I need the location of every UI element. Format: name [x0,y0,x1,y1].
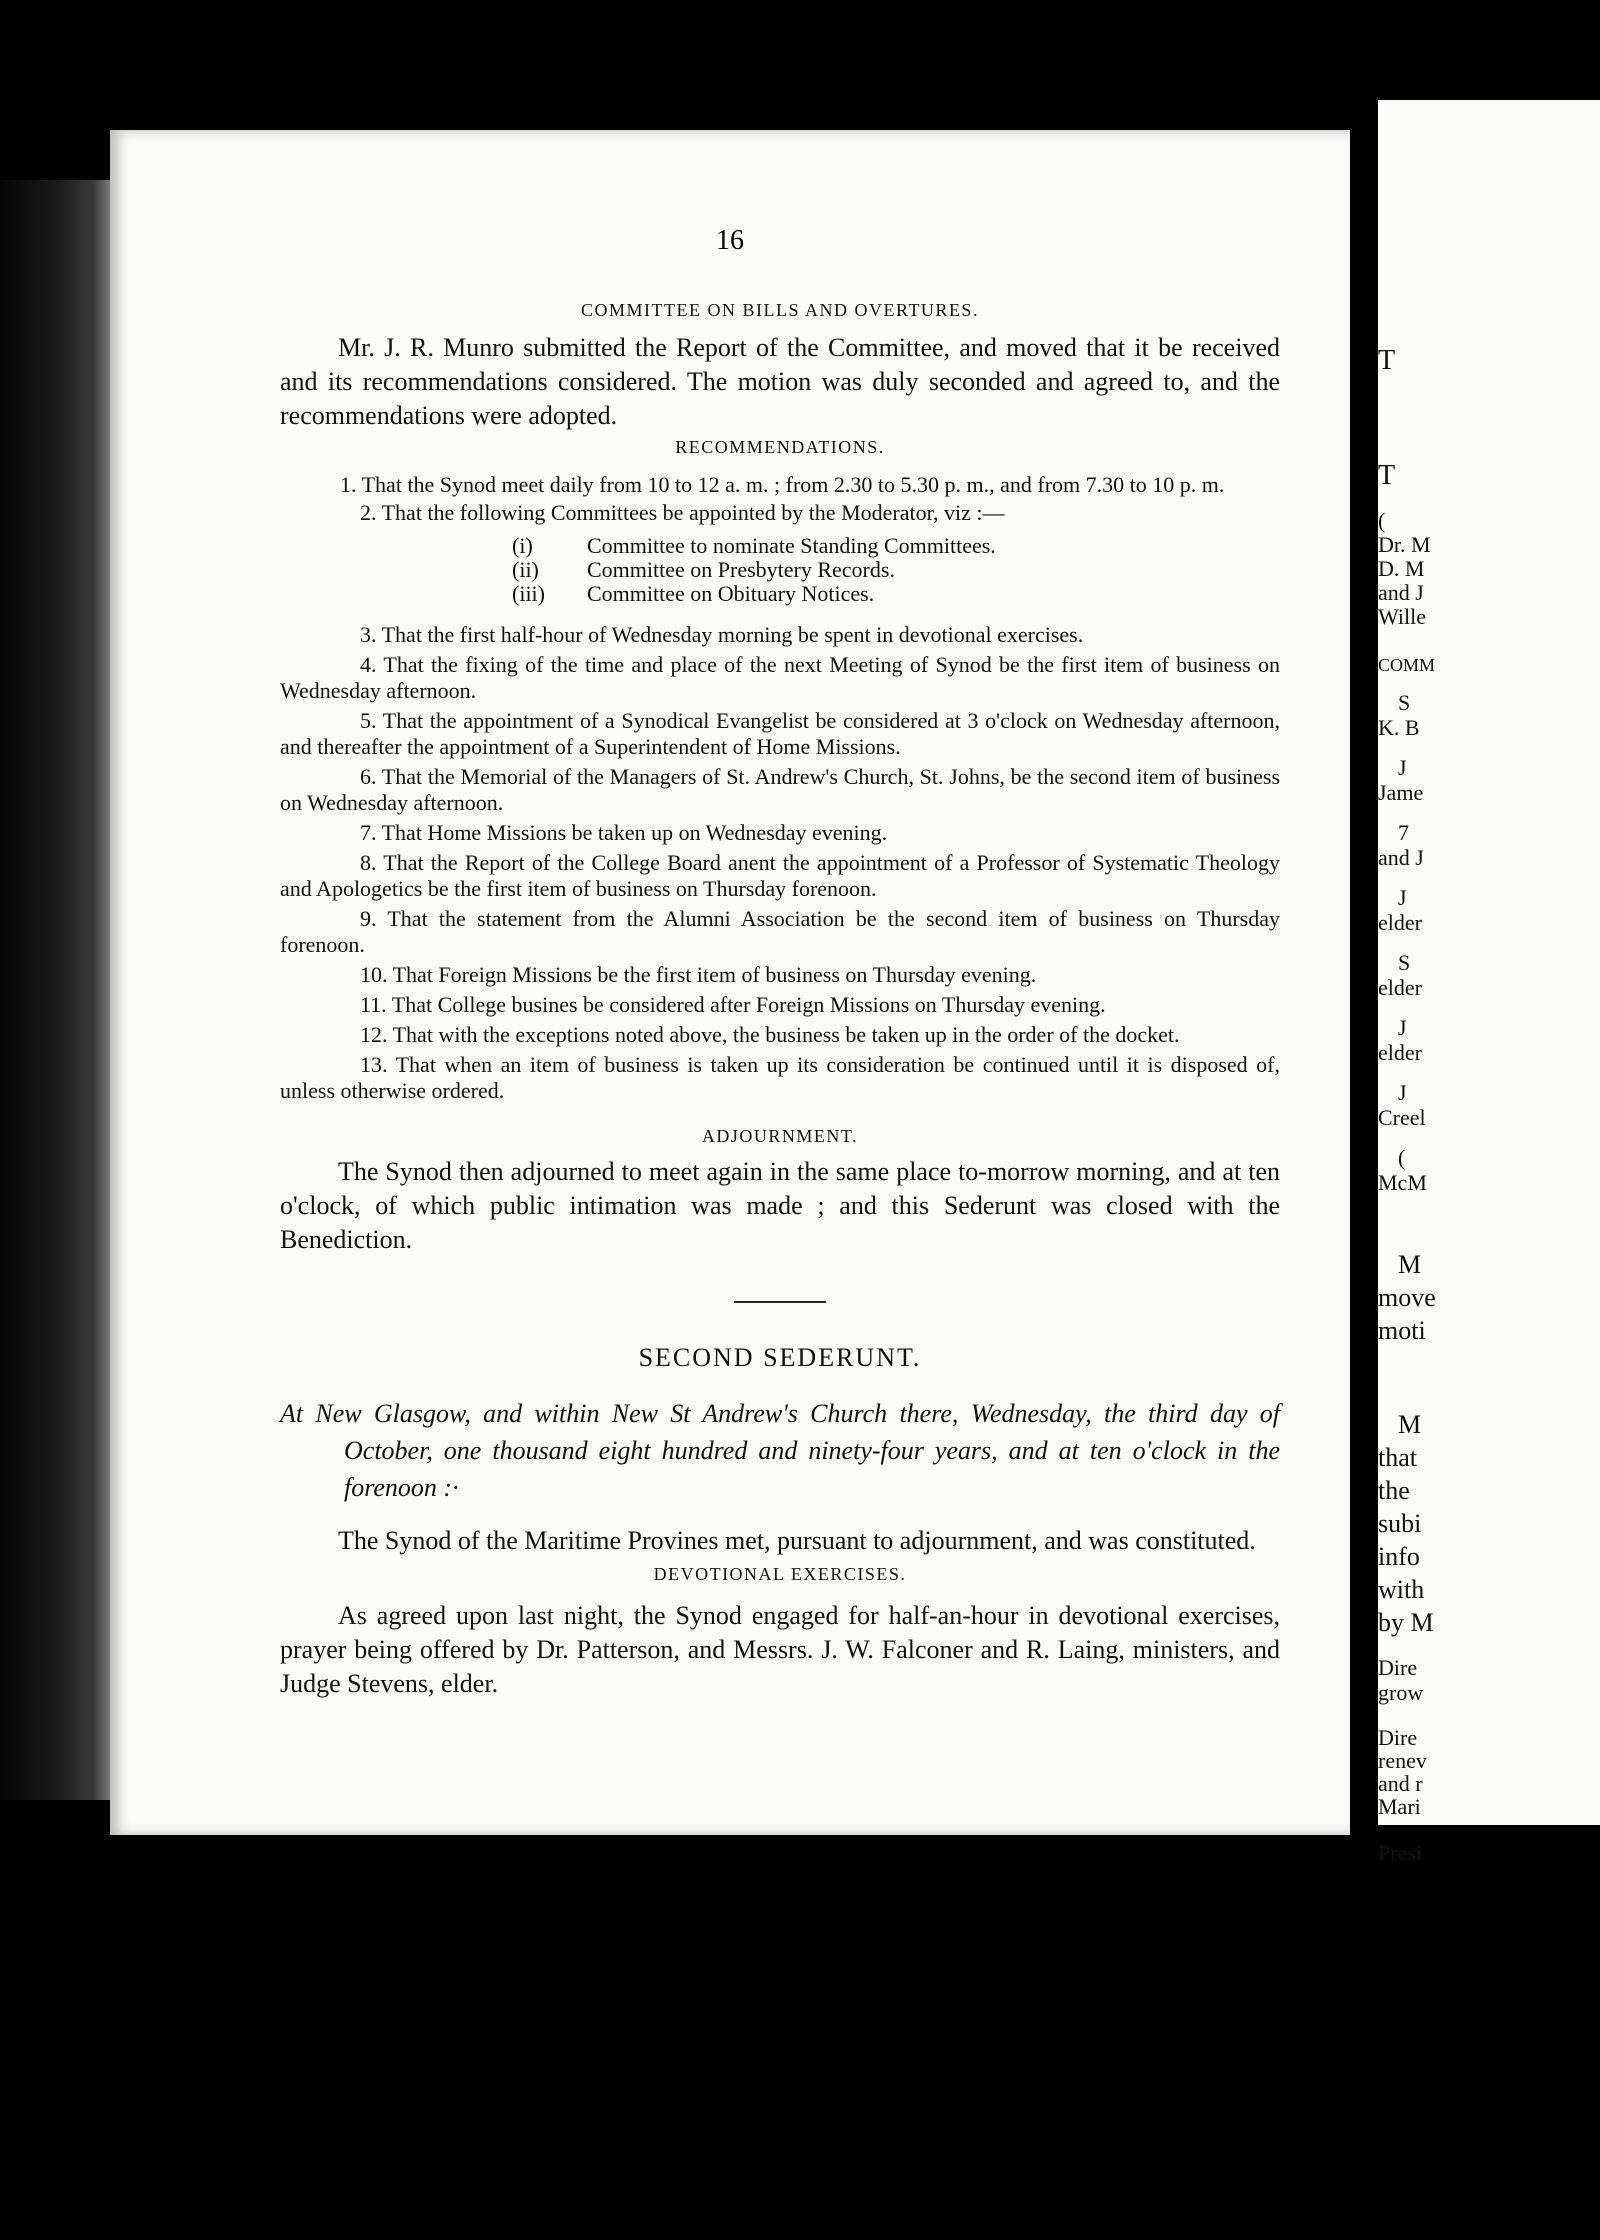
sub-item: (i) Committee to nominate Standing Committees. [512,533,996,558]
facing-fragment: Presi [1378,1840,1422,1865]
recommendation-2: 2. That the following Committees be appointed by the Moderator, viz :— [360,500,1005,525]
adjournment-heading: ADJOURNMENT. [701,1126,859,1146]
facing-fragment: COMM [1378,655,1436,675]
recommendation-12: 12. That with the exceptions noted above, the business be taken up in the order of the docket. [360,1022,1180,1047]
committee-heading: COMMITTEE ON BILLS AND OVERTURES. [581,300,979,320]
facing-fragment: the [1378,1476,1410,1505]
devotional-text: As agreed upon last night, the Synod engaged for half-an-hour in devotional exercises, prayer being offered by Dr. Patterson, and Messrs. J. W. Falconer and R. Laing, ministers, and Judge Stevens, elder. [280,1601,1280,1698]
page-number: 16 [716,225,744,256]
facing-fragment: Mari [1378,1794,1421,1819]
facing-fragment: by M [1378,1608,1434,1637]
recommendation-13: 13. That when an item of business is taken up its consideration be continued until it is disposed of, unless otherwise ordered. [280,1052,1281,1103]
facing-fragment: T [1378,345,1396,376]
facing-fragment: and J [1378,580,1424,605]
recommendation-10: 10. That Foreign Missions be the first item of business on Thursday evening. [360,962,1037,987]
recommendation-8: 8. That the Report of the College Board anent the appointment of a Professor of Systematic Theology and Apologetics be the first item of business on Thursday forenoon. [280,850,1280,901]
facing-fragment: with [1378,1575,1425,1604]
facing-fragment: 7 [1398,820,1409,845]
recommendations-list [280,472,1280,1104]
facing-fragment: K. B [1378,715,1420,740]
second-sederunt-title: SECOND SEDERUNT. [638,1343,922,1372]
recommendation-11: 11. That College busines be considered after Foreign Missions on Thursday evening. [360,992,1106,1017]
recommendation-9: 9. That the statement from the Alumni Association be the second item of business on Thursday forenoon. [280,906,1280,957]
facing-fragment: Dr. M [1378,532,1431,557]
facing-fragment: moti [1378,1316,1426,1345]
facing-fragment: and J [1378,845,1424,870]
left-page [110,130,1350,1835]
facing-fragment: Wille [1378,604,1426,629]
facing-fragment: Jame [1378,780,1424,805]
book-gutter [1350,100,1378,1830]
recommendation-1: 1. That the Synod meet daily from 10 to 12 a. m. ; from 2.30 to 5.30 p. m., and from 7.30 to 10 p. m. [340,472,1225,497]
adjournment-text: The Synod then adjourned to meet again in the same place to-morrow morning, and at ten o'clock, of which public intimation was made ; and this Sederunt was closed with the Benediction. [280,1157,1280,1254]
facing-fragment: J [1398,1080,1407,1105]
facing-fragment: J [1398,885,1407,910]
facing-fragment: ( [1378,508,1386,533]
sederunt-place-date: At New Glasgow, and within New St Andrew's Church there, Wednesday, the third day of October, one thousand eight hundred and ninety-four years, and at ten o'clock in the forenoon :· [280,1399,1280,1502]
facing-fragment: S [1398,690,1411,715]
facing-fragment: Dire [1378,1725,1418,1750]
recommendation-3: 3. That the first half-hour of Wednesday morning be spent in devotional exercises. [360,622,1084,647]
facing-fragment: that [1378,1443,1417,1472]
section-divider [734,1301,826,1303]
page-content [280,300,1280,1701]
committee-sublist [280,534,1280,606]
facing-fragment: J [1398,1015,1407,1040]
facing-fragment: Dire [1378,1655,1418,1680]
sederunt-constituted: The Synod of the Maritime Provines met, pursuant to adjournment, and was constituted. [338,1526,1256,1555]
recommendation-5: 5. That the appointment of a Synodical Evangelist be considered at 3 o'clock on Wednesday afternoon, and thereafter the appointment of a Superintendent of Home Missions. [280,708,1280,759]
recommendations-heading: RECOMMENDATIONS. [675,437,885,457]
facing-fragment: and r [1378,1771,1423,1796]
facing-fragment: McM [1378,1170,1427,1195]
facing-fragment: M [1398,1410,1422,1439]
facing-fragment: subi [1378,1509,1422,1538]
facing-fragment: T [1378,460,1396,491]
facing-fragment: M [1398,1250,1422,1279]
book-edge [0,180,110,1800]
facing-fragment: S [1398,950,1411,975]
facing-page [1378,100,1600,1865]
recommendation-6: 6. That the Memorial of the Managers of St. Andrew's Church, St. Johns, be the second item of business on Wednesday afternoon. [280,764,1280,815]
facing-fragment: info [1378,1542,1420,1571]
sub-item: (ii) Committee on Presbytery Records. [512,557,895,582]
facing-fragment: elder [1378,1040,1422,1065]
facing-fragment: renev [1378,1748,1427,1773]
facing-fragment: elder [1378,975,1422,1000]
recommendation-4: 4. That the fixing of the time and place of the next Meeting of Synod be the first item of business on Wednesday afternoon. [280,652,1280,703]
facing-fragment: Creel [1378,1105,1426,1130]
committee-intro: Mr. J. R. Munro submitted the Report of the Committee, and moved that it be received and its recommendations considered. The motion was duly seconded and agreed to, and the recommendations were adopted. [280,333,1280,430]
facing-fragment: grow [1378,1680,1424,1705]
sub-item: (iii) Committee on Obituary Notices. [512,581,875,606]
facing-fragment: J [1398,755,1407,780]
devotional-heading: DEVOTIONAL EXERCISES. [653,1564,907,1584]
facing-fragment: ( [1398,1145,1406,1170]
facing-fragment: elder [1378,910,1422,935]
facing-fragment: move [1378,1283,1436,1312]
facing-fragment: D. M [1378,556,1425,581]
recommendation-7: 7. That Home Missions be taken up on Wednesday evening. [360,820,888,845]
